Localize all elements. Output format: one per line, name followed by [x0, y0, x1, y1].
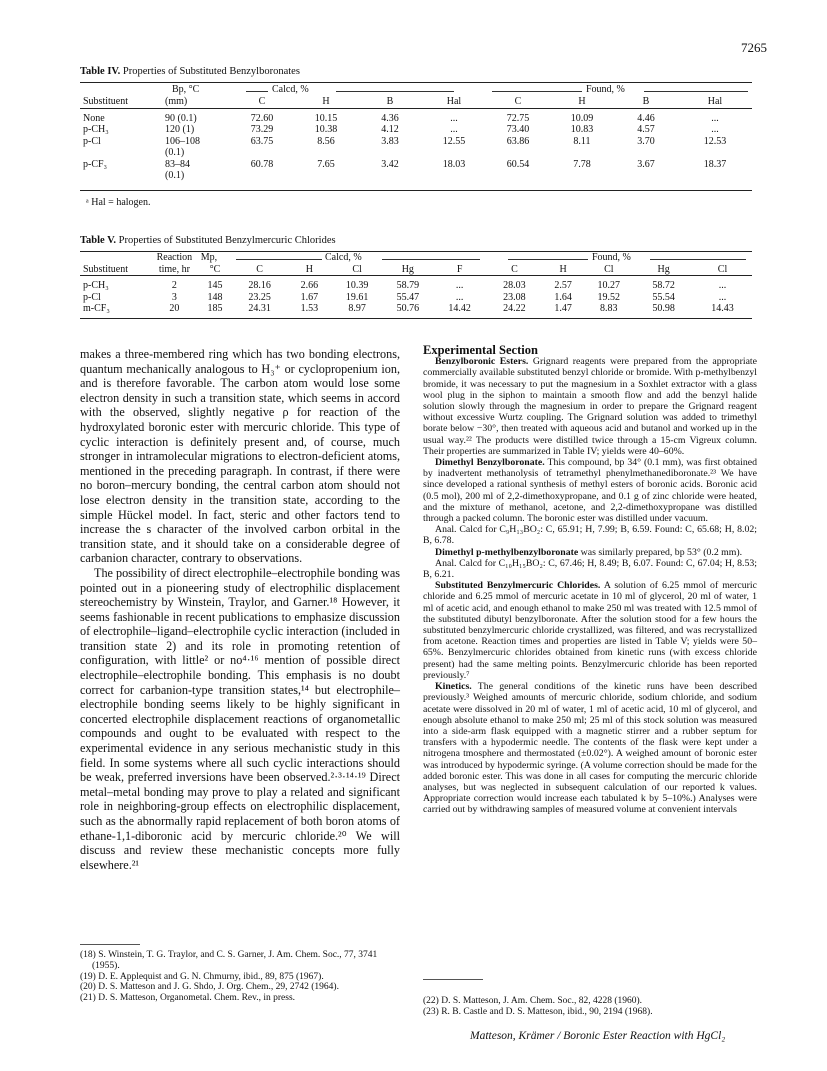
table4-cell — [80, 147, 162, 159]
table5-cell: 58.79 — [396, 280, 420, 291]
table-row — [80, 124, 752, 136]
table5-header: F — [456, 263, 463, 275]
reference: (20) D. S. Matteson and J. G. Shdo, J. Org. Chem., 29, 2742 (1964). — [80, 982, 339, 993]
table4-header: Hal — [707, 96, 723, 107]
table4-cell: ... — [711, 124, 719, 135]
body-paragraph — [423, 547, 757, 558]
table5-cell: 3 — [171, 291, 177, 303]
table5-cell: 23.08 — [503, 291, 526, 303]
table5-cell: ... — [455, 280, 464, 291]
table-row — [80, 303, 752, 315]
table5-cell: 10.39 — [345, 280, 369, 291]
table5-cell: 1.67 — [300, 291, 319, 303]
paragraph-text: A solution of 6.25 mmol of mercuric chloride and 6.25 mmol of mercuric acetate in 10 ml of glycerol, 20 ml of water, 1 ml of acetic acid, and enough ethanol to make 250 ml was treated with 12.5 mmol of the substituted dibutyl benzylboronate. After the solution stood for a few hours the substituted benzylmercuric chloride crystallized, was filtered, and was recrystallized from acetone. Reaction times and properties are listed in Table V; yields were 50–65%. Benzylmercuric chlorides obtained from kinetic runs (with excess chloride present) had the same melting points. Benzylmercuric chloride has been reported previously.⁷ — [423, 580, 758, 681]
table4-header: B — [642, 96, 650, 107]
table5-header: H — [305, 263, 313, 275]
anal-paragraph: Anal. Calcd for C₉H₁₃BO₂: C, 65.91; H, 7.99; B, 6.59. Found: C, 65.68; H, 8.02; B, 6.78. — [423, 524, 757, 547]
table4-header: H — [578, 96, 586, 107]
table-row — [80, 292, 752, 304]
table4-caption-label: Table IV. — [80, 66, 121, 77]
table5-cell: 19.61 — [345, 291, 369, 303]
table5-cell: 58.72 — [652, 280, 675, 291]
table5-cell: 2.57 — [554, 280, 572, 291]
table4-cell: 7.65 — [317, 158, 335, 170]
table5-cell: p-CH₃ — [83, 280, 109, 291]
left-references — [80, 950, 405, 1004]
table4-cell: 83–84 — [165, 158, 190, 170]
body-paragraph: makes a three-membered ring which has two bonding electrons, quantum mechanically analogous to H₃⁺ or cyclopropenium ion, and is therefore favorable. The carbon atom would lose some electron density in such a transition state, which seems in accord with the observed, slightly negative ρ for reaction of the hydroxylated boronic ester with mercuric chloride. This type of cyclic interaction is definitely present and, of course, much stronger in intramolecular migrations to electron-deficient atoms, mentioned in the preceding paragraph. In contrast, if there were no boron–mercury bonding, the central carbon atom should not lose electron density in the transition state, according to the simple Hückel model. In fact, steric and other factors tend to increase the s character of the involved carbon orbital in the transition state, and it should take on a considerable degree of carbanion character, contrary to observations. — [80, 347, 400, 566]
body-paragraph — [423, 580, 757, 681]
table4-header: Hal — [446, 96, 462, 107]
table4-cell: 3.70 — [637, 135, 655, 147]
table5-header: Mp, — [200, 252, 218, 263]
table5-cell: 28.03 — [503, 280, 526, 291]
table4-cell: 63.86 — [506, 135, 530, 147]
table4-bottom-rule — [80, 190, 752, 191]
body-paragraph — [423, 457, 757, 524]
paragraph-text: The general conditions of the kinetic runs have been described previously.³ Weighed amounts of mercuric chloride, sodium chloride, and sodium acetate were dissolved in 20 ml of water, 1 ml of acetic acid, 10 ml of glycerol, and enough absolute ethanol to make 250 ml; 25 ml of this stock solution was measured into a side-arm flask equipped with a magnetic stirrer and a rubber septum for transfers with a hypodermic needle. The contents of the flask were kept under a nitrogena tmosphere and thermostated (±0.02°). A weighed amount of boronic ester was introduced by hypodermic syringe. (A volume correction should be made for the added boronic ester. This was done in all cases for computing the mercuric chloride analyses, but was neglected in subsequent calculation of our reported k values. Appropriate correction would increase each tabulated k by 5–10%.) Analyses were carried out by withdrawing samples of measured volume at convenient intervals — [423, 681, 757, 816]
table4-footnote: ᵃ Hal = halogen. — [86, 197, 151, 208]
table5-cell: 10.27 — [597, 280, 621, 291]
table-row — [80, 170, 752, 182]
table5-cell: 20 — [169, 303, 180, 314]
table4-caption-text: Properties of Substituted Benzylboronates — [122, 66, 300, 77]
table4-cell: ... — [711, 112, 719, 124]
right-column — [423, 345, 757, 816]
reference: (21) D. S. Matteson, Organometal. Chem. Rev., in press. — [80, 993, 296, 1004]
table5-header: Hg — [401, 263, 414, 275]
table4-cell: p-CF₃ — [83, 158, 108, 170]
table4-head-bp: Bp, °C — [172, 84, 200, 95]
running-footer: Matteson, Krämer / Boronic Ester Reaction with HgCl₂ — [470, 1030, 726, 1042]
table5-caption-text: Properties of Substituted Benzylmercuric Chlorides — [118, 235, 336, 246]
table4-cell: None — [83, 112, 105, 124]
body-paragraph — [423, 681, 757, 815]
table5-cell: 2 — [171, 280, 177, 291]
table5-cell: 50.98 — [652, 303, 675, 314]
table4-cell: ... — [450, 112, 458, 124]
table4-cell: 18.37 — [703, 158, 727, 170]
paragraph-head: Kinetics. — [435, 681, 472, 693]
table5-cell: p-Cl — [83, 291, 101, 303]
table-row — [80, 136, 752, 148]
table5-cell: 23.25 — [248, 291, 271, 303]
table4-cell: (0.1) — [165, 170, 185, 181]
body-paragraph — [423, 356, 757, 457]
table4-cell: (0.1) — [165, 147, 185, 158]
table4-header: (mm) — [165, 96, 188, 107]
table5-cell: 50.76 — [396, 303, 420, 314]
table5-cell: 28.16 — [248, 280, 271, 291]
table4-caption — [80, 66, 300, 77]
body-paragraph: The possibility of direct electrophile–electrophile bonding was pointed out in a pioneering study of electrophilic displacement stereochemistry by Winstein, Traylor, and Garner.¹⁸ However, it seems fashionable in recent publications to emphasize discussion of electrophile–ligand–electrophile cyclic interaction (included in transition state 2) and its role in promoting retention of configuration, with little² or no⁴·¹⁶ mention of possible direct electrophile–electrophile bonding. This emphasis is no doubt correct for carbanion-type transition states,¹⁴ but electrophile–electrophile bonding seems likely to be highly significant in concerted electrophile displacement reactions of organometallic compounds and ought to be evaluated with respect to the experimental evidence in any serious mechanistic study in this field. In some systems where all such cyclic interactions should be weak, preferred inversions have been observed.²·³·¹⁴·¹⁹ Direct metal–metal bonding may prove to play a related and significant role in neighboring-group effects on electrophilic displacement, such as the abnormally rapid replacement of both boron atoms of ethane-1,1-diboronic acid by mercuric chloride.²⁰ We will discuss and review these mechanistic concepts more fully elsewhere.²¹ — [80, 565, 400, 872]
table5-header: time, hr — [158, 263, 190, 275]
reference: (18) S. Winstein, T. G. Traylor, and C. S. Garner, J. Am. Chem. Soc., 77, 3741 (1955). — [80, 950, 378, 971]
left-column — [80, 347, 400, 872]
table5-cell: 14.42 — [448, 303, 471, 314]
table5-header: Cl — [352, 263, 362, 275]
table5-cell: 55.47 — [396, 291, 420, 303]
table5-cell: ... — [455, 291, 464, 303]
table5-header: Cl — [604, 263, 614, 275]
table5-header: C — [256, 263, 263, 275]
table4-cell: 4.57 — [637, 124, 655, 135]
table4-cell: 4.12 — [381, 124, 399, 135]
table4-calcd-label: Calcd, % — [272, 84, 309, 95]
table4-cell: 73.29 — [250, 124, 274, 135]
table4-cell: 72.75 — [506, 112, 530, 124]
table4-cell: 10.38 — [314, 124, 338, 135]
table5-caption — [80, 235, 336, 246]
table5-header: °C — [209, 263, 221, 275]
anal-paragraph: Anal. Calcd for C₁₀H₁₅BO₂: C, 67.46; H, 8.49; B, 6.07. Found: C, 67.04; H, 8.53; B, 6.21. — [423, 557, 757, 581]
left-footnote-rule — [80, 944, 140, 945]
table4-found-label: Found, % — [586, 84, 625, 95]
paragraph-head: Benzylboronic Esters. — [435, 356, 529, 368]
table5-cell: 185 — [207, 303, 223, 314]
table4-cell: 8.56 — [317, 135, 335, 147]
paragraph-head: Substituted Benzylmercuric Chlorides. — [435, 580, 601, 592]
table4-cell: 18.03 — [442, 158, 466, 170]
table5-cell: m-CF₃ — [83, 303, 110, 314]
table4-cell: 12.55 — [442, 135, 466, 147]
table4-cell: 72.60 — [250, 112, 274, 124]
reference: (22) D. S. Matteson, J. Am. Chem. Soc., 82, 4228 (1960). — [423, 996, 643, 1006]
section-title: Experimental Section — [423, 343, 538, 357]
table5-found-label: Found, % — [592, 252, 631, 263]
table5-cell: 24.31 — [248, 303, 271, 314]
table4-cell: 90 (0.1) — [165, 112, 197, 124]
table5-header: H — [559, 263, 567, 275]
table5-header: Cl — [717, 263, 728, 275]
table4-cell: 12.53 — [703, 135, 727, 147]
table5-cell: 2.66 — [300, 280, 319, 291]
paragraph-text: was similarly prepared, bp 53° (0.2 mm). — [578, 546, 743, 558]
table4-header: C — [514, 96, 522, 107]
table4-cell: p-Cl — [83, 135, 101, 147]
table4-cell: 8.11 — [573, 135, 591, 147]
table4-cell: 3.67 — [637, 158, 655, 170]
table5-cell: ... — [718, 291, 727, 303]
table5-cell: 24.22 — [503, 303, 526, 314]
table4-cell: 120 (1) — [165, 124, 195, 135]
right-references — [423, 996, 757, 1018]
table4-cell: 3.42 — [381, 158, 399, 170]
paragraph-text: Grignard reagents were prepared from the appropriate commercially available substituted benzyl chloride or bromide. With p-methylbenzyl bromide, it was necessary to put the magnesium in a Soxhlet extractor with a glass wool plug in the siphon to maintain a smooth flow and add the benzyl halide solution slowly through the magnesium in order to prepare the Grignard reagent without excessive Wurtz coupling. The Grignard solution was added to trimethyl borate below −30°, then treated with aqueous acid and butanol and worked up in the usual way.²² The products were distilled twice through a 15-cm Vigreux column. Their properties are summarized in Table IV; yields were 40–60%. — [423, 356, 757, 457]
table5-cell: 1.47 — [554, 303, 572, 314]
table-row — [80, 280, 752, 292]
table4-calcd-brace-right — [336, 91, 454, 92]
table5-cell: 19.52 — [597, 291, 621, 303]
table5-header: C — [511, 263, 518, 275]
table5-cell: 55.54 — [652, 291, 675, 303]
table4-found-brace-left — [492, 91, 582, 92]
table4-cell: 10.15 — [314, 112, 338, 124]
table4-cell — [80, 170, 162, 182]
table4-cell: 106–108 — [165, 135, 200, 147]
table4 — [80, 96, 752, 182]
table4-cell: 3.83 — [381, 135, 399, 147]
table5-header: Substituent — [83, 263, 129, 275]
table5-header: Hg — [657, 263, 670, 275]
table5-cell: 148 — [207, 291, 223, 303]
table5-header-row — [80, 264, 752, 276]
table4-cell: 60.54 — [506, 158, 530, 170]
table4-cell: ... — [450, 124, 458, 135]
table4-header: B — [386, 96, 394, 107]
table5-cell: 1.53 — [300, 303, 319, 314]
table-row — [80, 147, 752, 159]
table-row — [80, 113, 752, 125]
reference: (19) D. E. Applequist and G. N. Chmurny, ibid., 89, 875 (1967). — [80, 971, 324, 982]
table4-header: C — [258, 96, 266, 107]
table4-cell: p-CH₃ — [83, 124, 109, 135]
right-footnote-rule — [423, 979, 483, 980]
table5-cell: 145 — [207, 280, 223, 291]
page-number: 7265 — [741, 40, 767, 55]
table4-cell: 10.83 — [570, 124, 594, 135]
table4-cell: 10.09 — [570, 112, 594, 124]
table5-cell: 14.43 — [711, 303, 734, 314]
table4-cell: 73.40 — [506, 124, 530, 135]
table5-calcd-label: Calcd, % — [325, 252, 362, 263]
table5-cell: 8.83 — [600, 303, 618, 314]
table5-cell: 8.97 — [348, 303, 366, 314]
table4-cell: 4.46 — [637, 112, 655, 124]
table4-cell: 4.36 — [381, 112, 399, 124]
table4-header-row — [80, 96, 752, 108]
table4-cell: 7.78 — [573, 158, 591, 170]
table-row — [80, 159, 752, 171]
table5-header: Reaction — [156, 252, 193, 263]
table5-bottom-rule — [80, 318, 752, 319]
table4-top-rule — [80, 82, 752, 83]
reference: (23) R. B. Castle and D. S. Matteson, ibid., 90, 2194 (1968). — [423, 1006, 653, 1017]
table4-calcd-brace-left — [246, 91, 268, 92]
table5-cell: ... — [718, 280, 727, 291]
table5-header-top-row — [80, 252, 752, 264]
table4-header: Substituent — [83, 96, 129, 107]
table4-header: H — [322, 96, 330, 107]
table4-cell: 60.78 — [250, 158, 274, 170]
table5-caption-label: Table V. — [80, 235, 116, 246]
table5-cell: 1.64 — [554, 291, 572, 303]
table5 — [80, 252, 752, 315]
paragraph-head: Dimethyl Benzylboronate. — [435, 457, 545, 469]
paragraph-head: Dimethyl p-methylbenzylboronate — [435, 546, 579, 558]
table4-cell: 63.75 — [250, 135, 274, 147]
paragraph-text: This compound, bp 34° (0.1 mm), was first obtained by inadvertent methanolysis of tetramethyl phenylmethanediboronate.²³ We have since developed a rational synthesis of methyl esters of boronic acids. Boronic acid (0.5 mol), 200 ml of 2,2-dimethoxypropane, and 0.1 g of zinc chloride were heated, and the mixture of methanol, acetone, and 2,2-dimethoxypropane was distilled through a packed column. The boronic ester was distilled under vacuum. — [423, 457, 757, 525]
table4-found-brace-right — [644, 91, 748, 92]
